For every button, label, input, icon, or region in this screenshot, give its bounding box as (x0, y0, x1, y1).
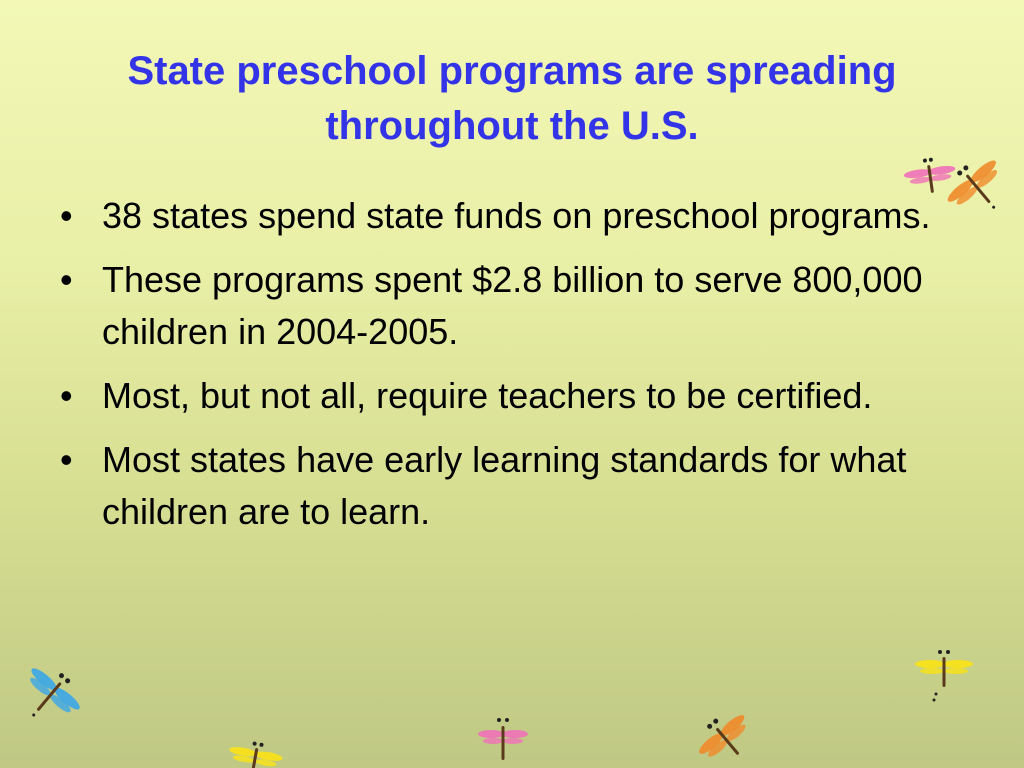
dragonfly-icon (690, 706, 756, 766)
bullet-icon: • (60, 259, 73, 300)
bullet-text: Most states have early learning standards for what children are to learn. (102, 439, 907, 532)
dragonfly-icon (940, 150, 1010, 220)
bullet-item (60, 254, 980, 358)
bullet-list (60, 190, 980, 550)
slide-title: State preschool programs are spreading throughout the U.S. (127, 49, 897, 148)
bullet-item (60, 190, 980, 242)
bullet-text: 38 states spend state funds on preschool programs. (102, 195, 931, 236)
bullet-icon: • (60, 375, 73, 416)
dragonfly-icon (476, 712, 530, 768)
dragonfly-icon (912, 648, 976, 703)
bullet-text: These programs spent $2.8 billion to serve 800,000 children in 2004-2005. (102, 259, 923, 352)
bullet-item (60, 370, 980, 422)
bullet-icon: • (60, 195, 73, 236)
bullet-item (60, 434, 980, 538)
dragonfly-icon (18, 660, 88, 725)
bullet-text: Most, but not all, require teachers to be certified. (102, 375, 873, 416)
dragonfly-icon (226, 738, 286, 768)
bullet-icon: • (60, 439, 73, 480)
